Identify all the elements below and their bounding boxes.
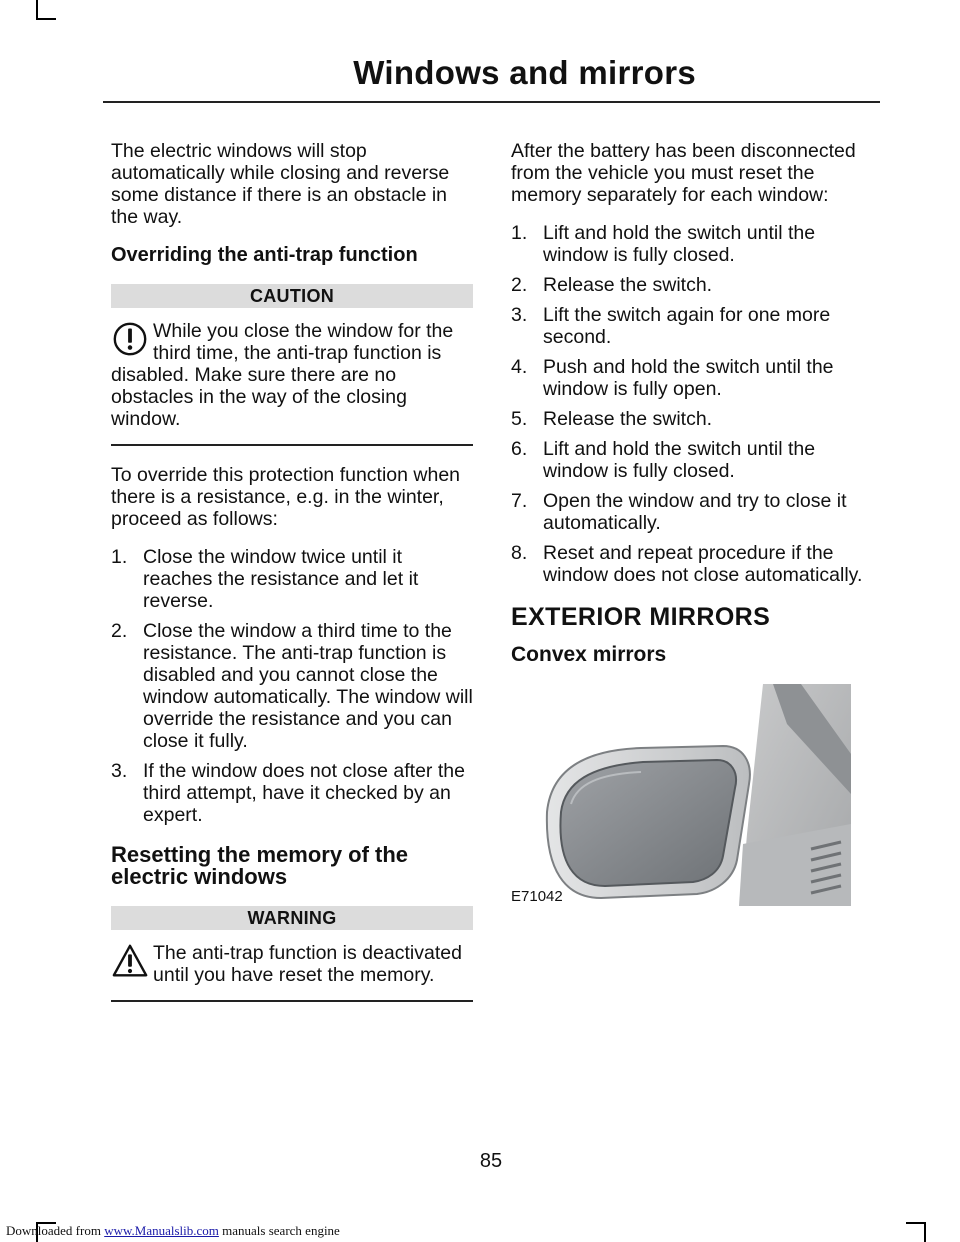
caution-body [111, 320, 473, 430]
warning-label: WARNING [111, 906, 473, 930]
list-item: 6. Lift and hold the switch until the window is fully closed. [511, 438, 816, 482]
page-number: 85 [479, 1150, 503, 1172]
list-item: 3. If the window does not close after the third attempt, have it checked by an expert. [111, 760, 465, 826]
crop-mark [36, 0, 38, 20]
crop-mark [36, 18, 56, 20]
list-item: 1. Lift and hold the switch until the window is fully closed. [511, 222, 816, 266]
list-item: 4. Push and hold the switch until the window is fully open. [511, 356, 834, 400]
warning-triangle-icon [111, 942, 149, 980]
warning-body [111, 942, 473, 986]
list-item: 5. Release the switch. [511, 408, 713, 430]
warning-text: The anti-trap function is deactivated until you have reset the memory. [153, 942, 462, 986]
download-footer [6, 1223, 340, 1239]
crop-mark [906, 1222, 926, 1224]
figure-label: E71042 [511, 888, 563, 905]
left-column [111, 140, 473, 1020]
list-item: 8. Reset and repeat procedure if the window does not close automatically. [511, 542, 863, 586]
warning-exclamation-icon [111, 320, 149, 358]
convex-mirrors-heading: Convex mirrors [511, 643, 667, 666]
reset-heading: Resetting the memory of the electric windows [111, 842, 409, 889]
footer-suffix: manuals search engine [222, 1223, 340, 1238]
crop-mark [924, 1222, 926, 1242]
warning-box [111, 906, 473, 1002]
mirror-image [511, 684, 851, 908]
caution-label: CAUTION [111, 284, 473, 308]
caution-text: While you close the window for the third time, the anti-trap function is disabled. Make sure there are no obstacles in the way of the closing window. [111, 320, 454, 430]
manualslib-link[interactable]: www.Manualslib.com [104, 1223, 219, 1238]
override-steps-list [111, 546, 473, 826]
list-item: 3. Lift the switch again for one more second. [511, 304, 831, 348]
list-item: 7. Open the window and try to close it automatically. [511, 490, 847, 534]
exterior-mirrors-heading: EXTERIOR MIRRORS [511, 603, 771, 631]
list-item: 2. Close the window a third time to the resistance. The anti-trap function is disabled and you cannot close the window automatically. The window will override the resistance and you can close it fully. [111, 620, 473, 752]
right-column [511, 140, 873, 908]
list-item: 2. Release the switch. [511, 274, 713, 296]
reset-intro: After the battery has been disconnected from the vehicle you must reset the memory separately for each window: [511, 140, 856, 206]
override-heading: Overriding the anti-trap function [111, 244, 418, 266]
reset-steps-list [511, 222, 873, 586]
footer-prefix: Downloaded from [6, 1223, 101, 1238]
list-item: 1. Close the window twice until it reaches the resistance and let it reverse. [111, 546, 419, 612]
intro-paragraph: The electric windows will stop automatically while closing and reverse some distance if there is an obstacle in the way. [111, 140, 450, 228]
title-divider [103, 101, 880, 103]
mirror-illustration [511, 684, 851, 908]
override-intro: To override this protection function when there is a resistance, e.g. in the winter, proceed as follows: [111, 464, 461, 530]
page-title: Windows and mirrors [353, 54, 696, 91]
caution-box [111, 284, 473, 446]
